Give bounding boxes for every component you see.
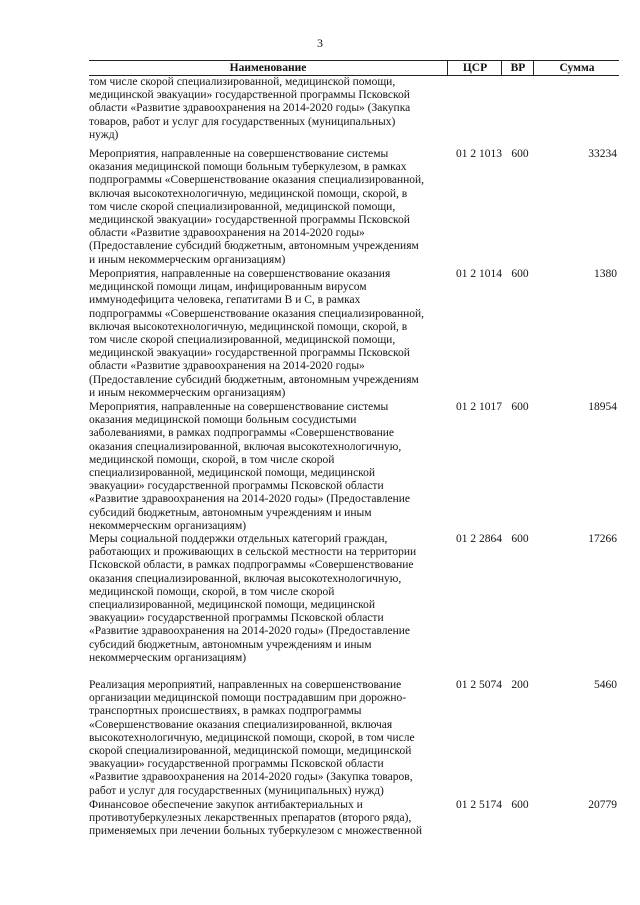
row-name: Мероприятия, направленные на совершенствование системы оказания медицинской помощи больным туберкулезом, в рамках подпрограммы «Совершенствование оказания специализированной, включая высокотехнологичную, медицинской помощи, скорой, в том числе скорой специализированной, медицинской помощи, медицинской эвакуации» государственной программы Псковской области «Развитие здравоохранения на 2014-2020 годы» (Предоставление субсидий бюджетным, автономным учреждениям и иным некоммерческим организациям): [89, 148, 425, 266]
table-header: [89, 60, 619, 76]
row-csr: 01 2 5174: [456, 799, 502, 811]
row-sum: 17266: [588, 533, 617, 545]
table-row: [89, 533, 619, 679]
row-name: том числе скорой специализированной, медицинской помощи, медицинской эвакуации» государственной программы Псковской области «Развитие здравоохранения на 2014-2020 годы» (Закупка товаров, работ и услуг для государственных (муниципальных) нужд): [89, 76, 411, 141]
page-number: 3: [317, 36, 323, 50]
row-sum: 5460: [594, 679, 617, 691]
row-csr: 01 2 5074: [456, 679, 502, 691]
row-vr: 600: [511, 401, 529, 413]
row-csr: 01 2 2864: [456, 533, 502, 545]
row-vr: 600: [511, 799, 529, 811]
row-sum: 1380: [594, 268, 617, 280]
header-csr: ЦСР: [447, 61, 502, 75]
row-vr: 600: [511, 533, 529, 545]
table-row: [89, 799, 619, 859]
table-row: [89, 76, 619, 148]
row-vr: 200: [511, 679, 529, 691]
row-csr: 01 2 1013: [456, 148, 502, 160]
table-row: [89, 401, 619, 533]
row-sum: 20779: [588, 799, 617, 811]
table-row: [89, 148, 619, 268]
row-sum: 33234: [588, 148, 617, 160]
budget-table-body: [89, 76, 619, 859]
row-vr: 600: [511, 148, 529, 160]
row-name: Финансовое обеспечение закупок антибактериальных и противотуберкулезных лекарственных препаратов (второго ряда), применяемых при лечении больных туберкулезом с множественной: [89, 799, 422, 838]
row-sum: 18954: [588, 401, 617, 413]
row-name: Мероприятия, направленные на совершенствование системы оказания медицинской помощи больным сосудистыми заболеваниями, в рамках подпрограммы «Совершенствование оказания специализированной, включая высокотехнологичную, медицинской помощи, скорой, в том числе скорой специализированной, медицинской помощи, медицинской эвакуации» государственной программы Псковской области «Развитие здравоохранения на 2014-2020 годы» (Предоставление субсидий бюджетным, автономным учреждениям и иным некоммерческим организациям): [89, 401, 411, 532]
header-name: Наименование: [229, 62, 307, 74]
header-sum: Сумма: [533, 61, 620, 75]
row-csr: 01 2 1017: [456, 401, 502, 413]
table-row: [89, 679, 619, 799]
row-name: Реализация мероприятий, направленных на совершенствование организации медицинской помощи пострадавшим при дорожно- транспортных происшествиях, в рамках подпрограммы «Совершенствование оказания специализированной, включая высокотехнологичную, медицинской помощи, скорой, в том числе скорой специализированной, медицинской помощи, медицинской эвакуации» государственной программы Псковской области «Развитие здравоохранения на 2014-2020 годы» (Закупка товаров, работ и услуг для государственных (муниципальных) нужд): [89, 679, 415, 797]
header-vr: ВР: [501, 61, 534, 75]
row-name: Меры социальной поддержки отдельных категорий граждан, работающих и проживающих в сельской местности на территории Псковской области, в рамках подпрограммы «Совершенствование оказания специализированной, включая высокотехнологичную, медицинской помощи, скорой, в том числе скорой специализированной, медицинской помощи, медицинской эвакуации» государственной программы Псковской области «Развитие здравоохранения на 2014-2020 годы» (Предоставление субсидий бюджетным, автономным учреждениям и иным некоммерческим организациям): [89, 533, 417, 664]
row-vr: 600: [511, 268, 529, 280]
row-name: Мероприятия, направленные на совершенствование оказания медицинской помощи лицам, инфицированным вирусом иммунодефицита человека, гепатитами В и С, в рамках подпрограммы «Совершенствование оказания специализированной, включая высокотехнологичную, медицинской помощи, скорой, в том числе скорой специализированной, медицинской помощи, медицинской эвакуации» государственной программы Псковской области «Развитие здравоохранения на 2014-2020 годы» (Предоставление субсидий бюджетным, автономным учреждениям и иным некоммерческим организациям): [89, 268, 425, 399]
table-row: [89, 268, 619, 401]
row-csr: 01 2 1014: [456, 268, 502, 280]
